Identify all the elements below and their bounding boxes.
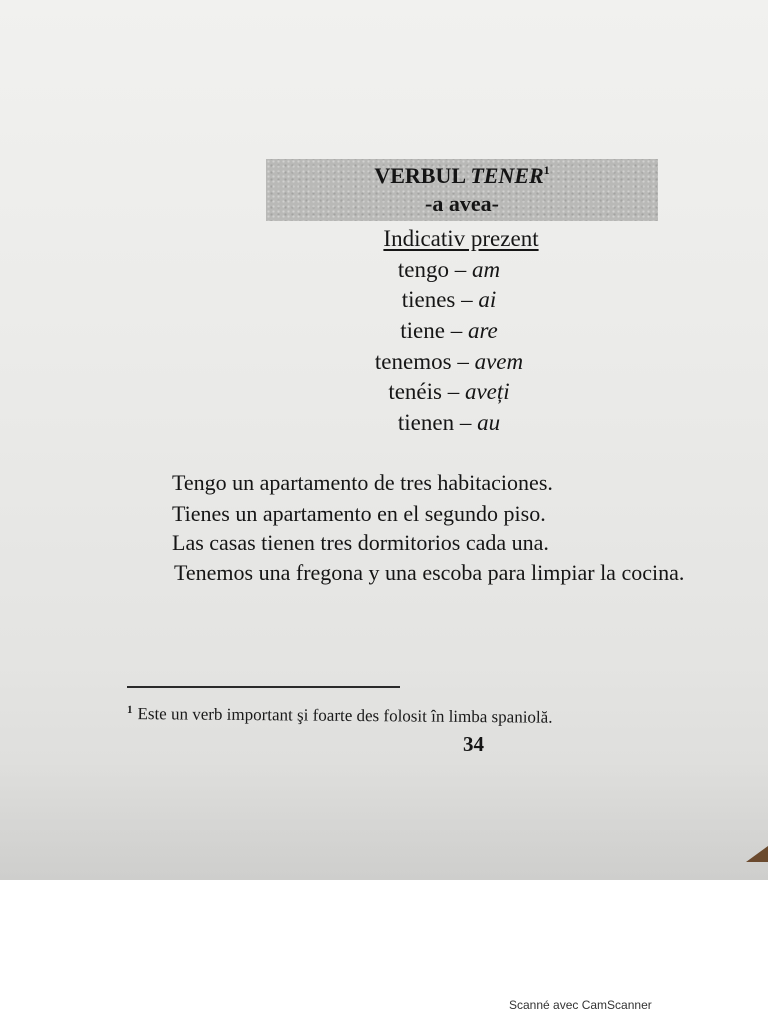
example-sentence: Tenemos una fregona y una escoba para limpiar la cocina.: [174, 560, 685, 585]
romanian-form: am: [471, 257, 501, 282]
example-sentence: Tengo un apartamento de tres habitaciones.: [172, 470, 553, 495]
conjugation-row: [65, 379, 768, 405]
dash-separator: –: [454, 410, 478, 435]
romanian-form: ai: [478, 287, 497, 312]
example-sentence: Tienes un apartamento en el segundo piso.: [172, 501, 546, 526]
dash-separator: –: [455, 287, 479, 312]
spanish-form: tienen: [397, 410, 455, 435]
scanner-watermark: Scanné avec CamScanner: [509, 998, 652, 1012]
dash-separator: –: [441, 379, 465, 404]
romanian-form: aveți: [464, 379, 510, 404]
page-corner: [746, 846, 768, 862]
spanish-form: tenéis: [388, 379, 442, 404]
dash-separator: –: [444, 318, 468, 343]
title-footnote-marker: 1: [543, 163, 550, 177]
footnote-text: Este un verb important şi foarte des folosit în limba spaniolă.: [137, 704, 553, 727]
spanish-form: tiene: [400, 318, 445, 343]
section-heading: Indicativ prezent: [383, 226, 539, 251]
conjugation-row: [65, 318, 768, 344]
conjugation-row: [65, 349, 768, 375]
page-shadow: [0, 760, 768, 880]
footnote: [127, 704, 553, 728]
footnote-rule: [127, 686, 400, 688]
romanian-form: are: [467, 318, 498, 343]
conjugation-row: [65, 410, 768, 436]
romanian-form: avem: [474, 349, 524, 374]
title-prefix: VERBUL: [374, 163, 471, 188]
dash-separator: –: [451, 349, 475, 374]
title-box: [266, 159, 658, 221]
conjugation-row: [65, 287, 768, 313]
spanish-form: tengo: [397, 257, 449, 282]
example-sentence: Las casas tienen tres dormitorios cada una.: [172, 530, 549, 555]
verb-translation: -a avea-: [425, 191, 499, 216]
footnote-marker: 1: [126, 704, 133, 717]
romanian-form: au: [477, 410, 501, 435]
spanish-form: tienes: [401, 287, 456, 312]
dash-separator: –: [448, 257, 472, 282]
spanish-form: tenemos: [374, 349, 452, 374]
page-number: 34: [463, 732, 484, 756]
verb-title: [266, 163, 658, 189]
conjugation-row: [65, 257, 768, 283]
title-verb: TENER: [470, 163, 544, 188]
